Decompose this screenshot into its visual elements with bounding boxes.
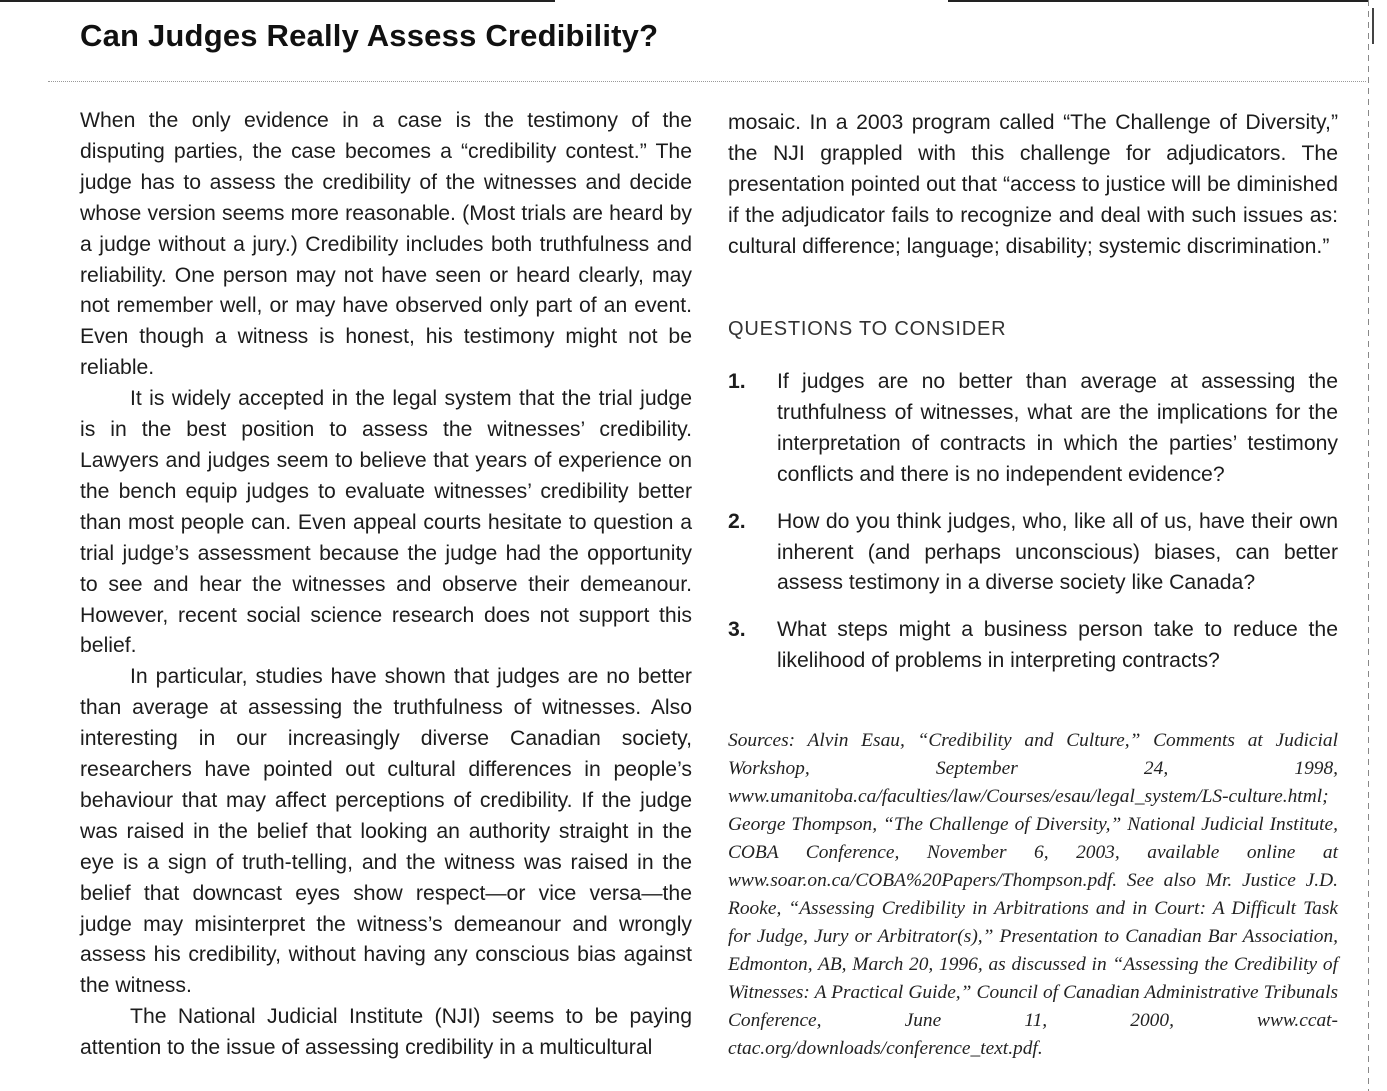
body-paragraph-2: It is widely accepted in the legal system that the trial judge is in the best position to assess the witnesses’ credibility. Lawyers and judges seem to believe that years of experience on the bench equip judges to evaluate witnesses’ credibility better than most people can. Even appeal courts hesitate to question a trial judge’s assessment because the judge had the opportunity to see and hear the witnesses and observe their demeanour. However, recent social science research does not support this belief. — [80, 387, 692, 658]
right-column — [728, 108, 1338, 263]
question-item — [728, 367, 1338, 491]
body-paragraph-continuation: mosaic. In a 2003 program called “The Challenge of Diversity,” the NJI grappled with this challenge for adjudicators. The presentation pointed out that “access to justice will be diminished if the adjudicator fails to recognize and deal with such issues as: cultural difference; language; disability; systemic discrimination.” — [728, 111, 1338, 258]
sources-citation: Sources: Alvin Esau, “Credibility and Culture,” Comments at Judicial Workshop, September 24, 1998, www.umanitoba.ca/faculties/law/Courses/esau/legal_system/LS-culture.html; George Thompson, “The Challenge of Diversity,” National Judicial Institute, COBA Conference, November 6, 2003, available online at www.soar.on.ca/COBA%20Papers/Thompson.pdf. See also Mr. Justice J.D. Rooke, “Assessing Credibility in Arbitrations and in Court: A Difficult Task for Judge, Jury or Arbitrator(s),” Presentation to Canadian Bar Association, Edmonton, AB, March 20, 1996, as discussed in “Assessing the Credibility of Witnesses: A Practical Guide,” Council of Canadian Administrative Tribunals Conference, June 11, 2000, www.ccat-ctac.org/downloads/conference_text.pdf. — [728, 730, 1338, 1059]
scan-edge-right — [1368, 0, 1369, 1091]
scan-edge-mark — [1372, 8, 1382, 44]
question-number: 1. — [728, 370, 746, 393]
question-number: 3. — [728, 618, 746, 642]
question-text: What steps might a business person take to reduce the likelihood of problems in interpreting contracts? — [777, 618, 1338, 673]
left-column — [80, 106, 692, 1064]
body-paragraph-4: The National Judicial Institute (NJI) seems to be paying attention to the issue of assessing credibility in a multicultural — [80, 1005, 692, 1060]
question-item — [728, 615, 1338, 677]
scan-edge-top-left — [0, 0, 555, 2]
questions-list — [728, 367, 1338, 693]
question-number: 2. — [728, 509, 746, 533]
body-paragraph-1: When the only evidence in a case is the testimony of the disputing parties, the case becomes a “credibility contest.” The judge has to assess the credibility of the witnesses and decide whose version seems more reasonable. (Most trials are heard by a judge without a jury.) Credibility includes both truthfulness and reliability. One person may not have seen or heard clearly, may not remember well, or may have observed only part of an event. Even though a witness is honest, his testimony might not be reliable. — [80, 109, 692, 380]
title-divider — [48, 81, 1366, 82]
scan-edge-top-right — [948, 0, 1368, 2]
question-text: If judges are no better than average at assessing the truthfulness of witnesses, what are the implications for the interpretation of contracts in which the parties’ testimony conflicts and there is no independent evidence? — [777, 370, 1338, 486]
question-item — [728, 507, 1338, 600]
page-title: Can Judges Really Assess Credibility? — [80, 18, 659, 53]
body-paragraph-3: In particular, studies have shown that judges are no better than average at assessing the truthfulness of witnesses. Also interesting in our increasingly diverse Canadian society, researchers have pointed out cultural differences in people’s behaviour that may affect perceptions of credibility. If the judge was raised in the belief that looking an authority straight in the eye is a sign of truth-telling, and the witness was raised in the belief that downcast eyes show respect—or vice versa—the judge may misinterpret the witness’s demeanour and wrongly assess his credibility, without having any conscious bias against the witness. — [80, 665, 692, 998]
questions-heading: QUESTIONS TO CONSIDER — [728, 318, 1007, 340]
question-text: How do you think judges, who, like all of us, have their own inherent (and perhaps unconscious) biases, can better assess testimony in a diverse society like Canada? — [777, 509, 1338, 595]
